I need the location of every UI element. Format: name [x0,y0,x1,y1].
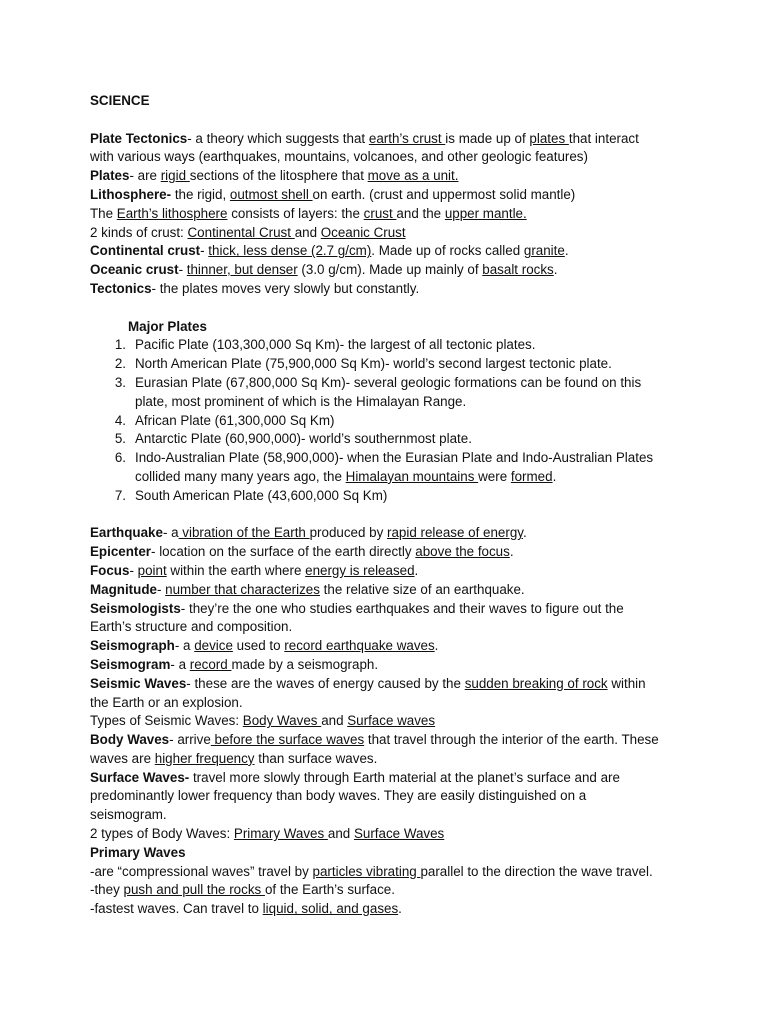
text-run: - the plates moves very slowly but constantly. [151,280,420,296]
term-label: Body Waves [90,732,170,748]
text-run: - [156,581,166,597]
text-line [90,656,768,675]
text-run: . [434,638,439,654]
underlined-text: formed [510,468,553,484]
text-run: the Earth or an explosion. [90,694,243,710]
text-run: The [90,205,117,221]
text-run: Eurasian Plate (67,800,000 Sq Km)- several geologic formations can be found on this [135,374,642,390]
text-run: collided many many years ago, the [135,468,346,484]
text-line [90,562,768,581]
text-line [90,618,768,637]
text-run: - a [174,638,195,654]
text-run: Earth’s structure and composition. [90,619,293,635]
text-line [90,280,768,299]
text-line [90,900,768,919]
text-run: North American Plate (75,900,000 Sq Km)- world’s second largest tectonic plate. [135,356,612,372]
list-number: 4. [114,412,126,428]
term-label: Plate Tectonics [90,130,188,146]
page-title: SCIENCE [90,93,150,108]
list-number: 5. [114,431,126,447]
text-line [90,186,768,205]
text-line [90,881,768,900]
text-line [90,787,768,806]
text-line [90,224,768,243]
list-number: 1. [114,337,126,353]
underlined-text: Surface Waves [353,826,445,842]
term-label: Tectonics [90,280,152,296]
list-number: 3. [114,374,126,390]
underlined-text: Oceanic Crust [320,224,406,240]
text-run: -they [90,882,124,898]
plate-list-item [90,430,768,449]
text-run: 2 types of Body Waves: [90,826,234,842]
list-number: 7. [114,487,126,503]
plate-list-item [90,412,768,431]
underlined-text: move as a unit. [367,168,459,184]
term-label: Seismograph [90,638,175,654]
underlined-text: outmost shell [229,186,313,202]
term-label: Continental crust [90,243,201,259]
earthquake-definitions [90,524,768,919]
text-run: - these are the waves of energy caused by the [186,675,465,691]
underlined-text: granite [523,243,565,259]
text-line [90,712,768,731]
text-line [90,130,768,149]
term-label: Magnitude [90,581,157,597]
spacer [90,299,768,318]
text-run: . Made up of rocks called [371,243,524,259]
underlined-text: rapid release of energy [387,525,523,541]
text-run: travel more slowly through Earth material at the planet’s surface and are [189,769,620,785]
text-run: Pacific Plate (103,300,000 Sq Km)- the largest of all tectonic plates. [135,337,536,353]
text-line [90,242,768,261]
text-line [90,694,768,713]
underlined-text: Body Waves [242,713,322,729]
text-run: that travel through the interior of the earth. These [364,732,659,748]
major-plates-list [90,336,768,505]
text-line [90,543,768,562]
plate-list-item-continuation [90,393,768,412]
text-run: and [321,713,348,729]
underlined-text: thinner, but denser [186,262,298,278]
term-label: Epicenter [90,544,152,560]
text-run: the rigid, [171,186,230,202]
text-line [90,637,768,656]
text-run: -are “compressional waves” travel by [90,863,313,879]
underlined-text: device [194,638,233,654]
text-run: of the Earth’s surface. [264,882,395,898]
underlined-text: above the focus [415,544,510,560]
underlined-text: before the surface waves [210,732,365,748]
text-line [90,863,768,882]
list-number: 2. [114,356,126,372]
text-run: . [398,901,402,917]
underlined-text: thick, less dense (2.7 g/cm) [208,243,372,259]
text-run: used to [232,638,285,654]
term-label: Seismologists [90,600,181,616]
underlined-text: basalt rocks [482,262,554,278]
term-label: Earthquake [90,525,163,541]
text-run: Antarctic Plate (60,900,000)- world’s southernmost plate. [135,431,472,447]
underlined-text: higher frequency [154,750,255,766]
text-line [90,205,768,224]
list-number: 6. [114,450,126,466]
underlined-text: energy is released [305,562,415,578]
text-run: . [414,562,419,578]
text-run: made by a seismograph. [231,656,379,672]
text-run: that interact [568,130,639,146]
text-run: (3.0 g/cm). Made up mainly of [297,262,483,278]
text-run: were [478,468,511,484]
text-line [90,581,768,600]
text-run: consists of layers: the [227,205,364,221]
underlined-text: liquid, solid, and gases [262,901,399,917]
plate-list-item-continuation [90,468,768,487]
term-label: Plates [90,168,130,184]
underlined-text: rigid [160,168,190,184]
text-run: - they’re the one who studies earthquakes and their waves to figure out the [180,600,624,616]
text-run: within the earth where [166,562,306,578]
plate-list-item [90,355,768,374]
underlined-text: record [189,656,232,672]
underlined-text: vibration of the Earth [178,525,310,541]
text-run: Types of Seismic Waves: [90,713,243,729]
text-run: . [564,243,569,259]
text-run: - [178,262,187,278]
term-label: Oceanic crust [90,262,179,278]
text-line [90,806,768,825]
underlined-text: sudden breaking of rock [464,675,608,691]
term-label: Lithosphere- [90,186,172,202]
text-run: . [553,262,558,278]
text-line [90,675,768,694]
text-run: - location on the surface of the earth directly [151,544,416,560]
term-label: Seismic Waves [90,675,187,691]
underlined-text: Surface waves [347,713,436,729]
plate-list-item [90,449,768,468]
text-line [90,750,768,769]
text-run: and [327,826,354,842]
underlined-text: record earthquake waves [284,638,435,654]
text-run: - a [162,525,179,541]
text-run: - a theory which suggests that [187,130,369,146]
plate-list-item [90,374,768,393]
underlined-text: Continental Crust [187,224,295,240]
text-run: South American Plate (43,600,000 Sq Km) [135,487,388,503]
text-run: the relative size of an earthquake. [319,581,525,597]
text-line [90,731,768,750]
text-run: seismogram. [90,807,167,823]
text-run: with various ways (earthquakes, mountains, volcanoes, and other geologic features) [90,149,588,165]
text-line [90,769,768,788]
text-run: within [607,675,646,691]
underlined-text: plates [529,130,569,146]
text-run: and the [396,205,445,221]
underlined-text: crust [363,205,397,221]
text-line [90,261,768,280]
text-run: parallel to the direction the wave travel. [420,863,653,879]
term-label: Seismogram [90,656,171,672]
text-run: - are [129,168,161,184]
plate-list-item [90,336,768,355]
underlined-text: particles vibrating [312,863,421,879]
text-run: -fastest waves. Can travel to [90,901,263,917]
underlined-text: Himalayan mountains [345,468,479,484]
text-run: . [552,468,557,484]
underlined-text: number that characterizes [165,581,320,597]
text-run: . [523,525,527,541]
text-run: than surface waves. [254,750,378,766]
underlined-text: point [137,562,167,578]
text-line [90,825,768,844]
text-line [90,148,768,167]
text-run: waves are [90,750,155,766]
text-run: - [129,562,138,578]
text-run: and [294,224,321,240]
plate-list-item [90,487,768,506]
text-run: - a [170,656,190,672]
text-run: is made up of [445,130,530,146]
underlined-text: upper mantle. [444,205,527,221]
text-run: - arrive [169,732,211,748]
term-label: Focus [90,562,130,578]
underlined-text: Primary Waves [233,826,328,842]
text-run: produced by [309,525,388,541]
text-line [90,524,768,543]
text-run: 2 kinds of crust: [90,224,188,240]
text-run: - [200,243,209,259]
text-line [90,844,768,863]
text-line [90,167,768,186]
text-run: plate, most prominent of which is the Himalayan Range. [135,393,467,409]
text-run: on earth. (crust and uppermost solid mantle) [312,186,576,202]
text-run: Indo-Australian Plate (58,900,000)- when the Eurasian Plate and Indo-Australian Plates [135,450,654,466]
underlined-text: earth’s crust [368,130,446,146]
underlined-text: Earth’s lithosphere [116,205,228,221]
term-label: Primary Waves [90,844,186,860]
plate-tectonics-definitions [90,130,768,299]
text-run: sections of the litosphere that [189,168,368,184]
text-run: African Plate (61,300,000 Sq Km) [135,412,335,428]
underlined-text: push and pull the rocks [123,882,265,898]
term-label: Surface Waves- [90,769,190,785]
text-line [90,600,768,619]
major-plates-heading: Major Plates [128,318,207,334]
text-run: predominantly lower frequency than body waves. They are easily distinguished on a [90,788,587,804]
spacer [90,506,768,525]
text-run: . [509,544,514,560]
